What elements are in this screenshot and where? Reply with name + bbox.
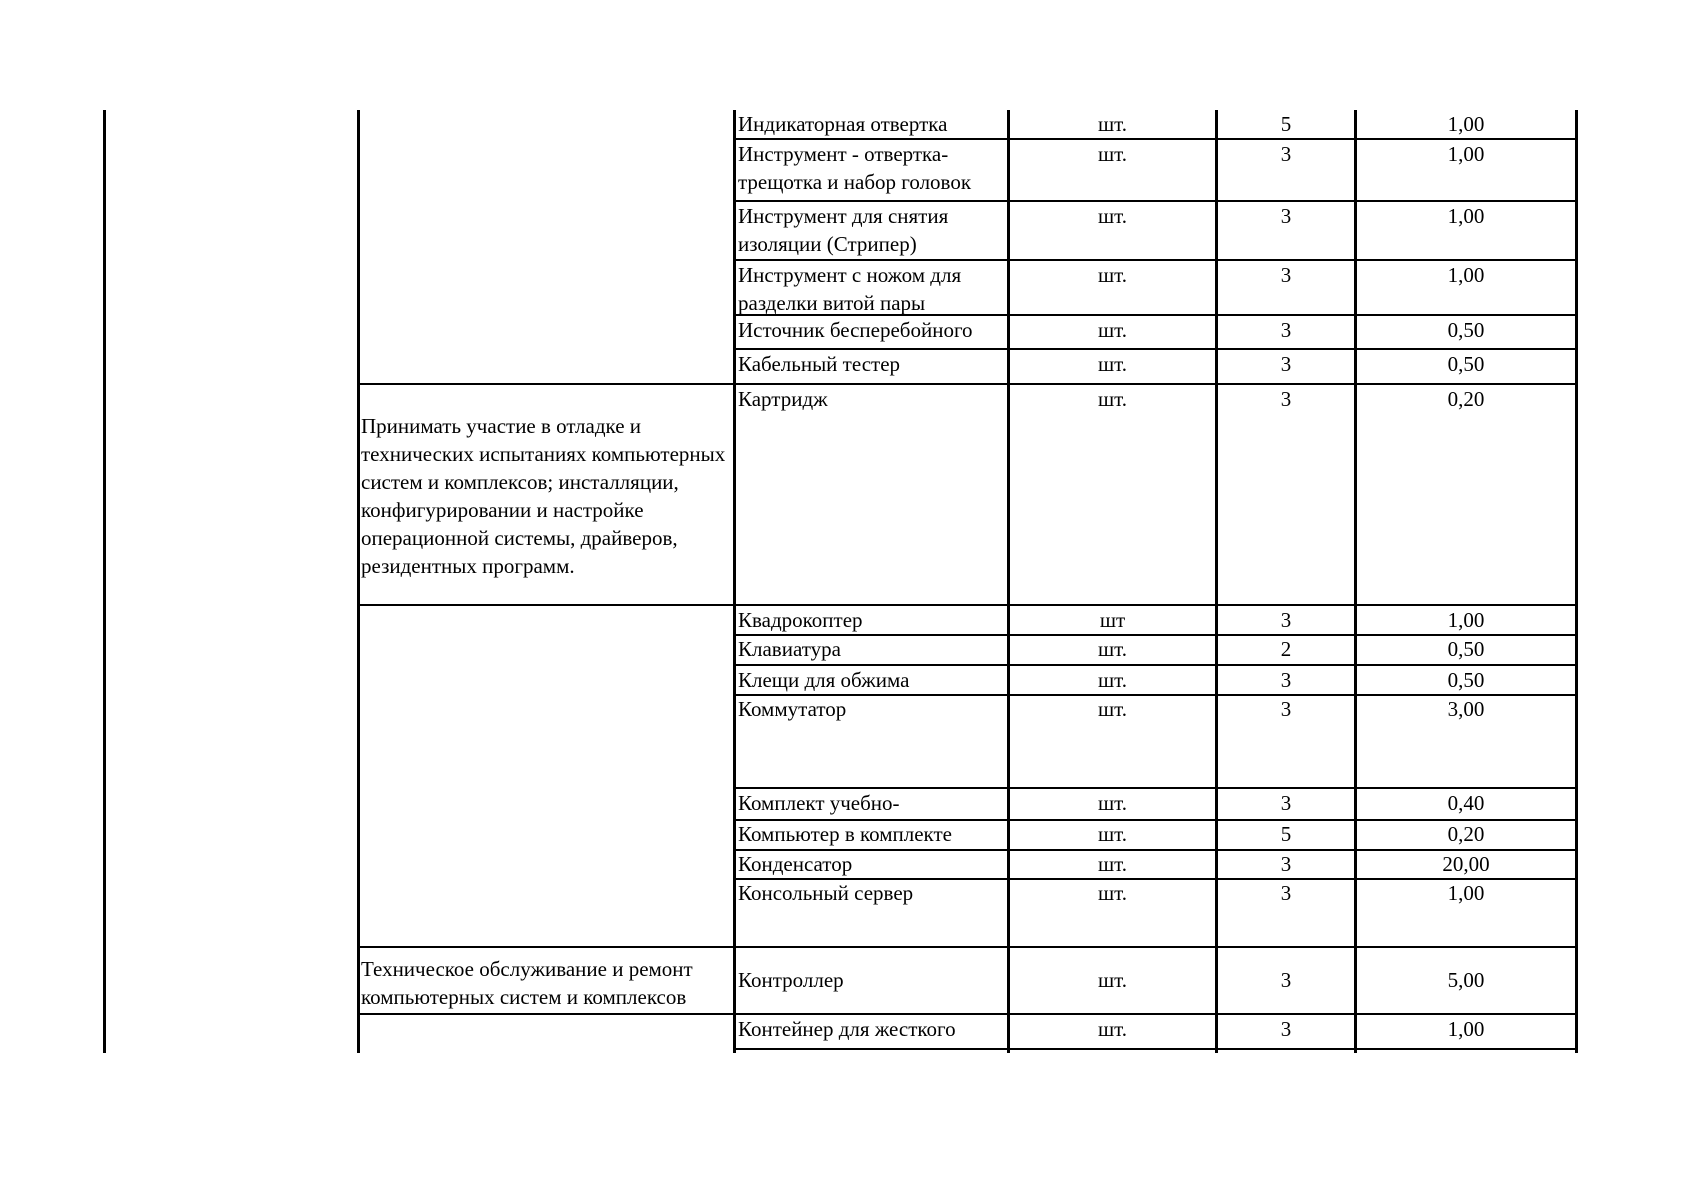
group-description: Техническое обслуживание и ремонт компьютерных систем и комплексов [361,957,693,1009]
item-unit: шт. [1097,318,1128,342]
item-unit: шт. [1097,852,1128,876]
item-qty: 3 [1280,142,1292,166]
table-border-col-group [357,110,360,1053]
row-border [357,946,1578,948]
row-border [733,1048,1578,1050]
item-name: Коммутатор [738,697,847,721]
item-value: 1,00 [1447,608,1485,632]
item-name: Инструмент для снятия изоляции (Стрипер) [738,204,949,256]
item-name: Клещи для обжима [738,668,910,692]
item-value: 3,00 [1447,697,1485,721]
item-unit: шт. [1097,263,1128,287]
item-value: 20,00 [1442,852,1490,876]
item-unit: шт. [1097,352,1128,376]
item-name: Комплект учебно- [738,791,900,815]
item-name: Контейнер для жесткого [738,1017,956,1041]
item-qty: 3 [1280,387,1292,411]
item-name: Клавиатура [738,637,841,661]
item-value: 1,00 [1447,263,1485,287]
item-qty: 3 [1280,668,1292,692]
item-qty: 3 [1280,852,1292,876]
item-unit: шт. [1097,791,1128,815]
table-border-col-value [1354,110,1357,1053]
item-qty: 3 [1280,204,1292,228]
item-qty: 3 [1280,318,1292,342]
item-value: 1,00 [1447,204,1485,228]
item-name: Консольный сервер [738,881,914,905]
item-value: 0,50 [1447,318,1485,342]
item-qty: 5 [1280,112,1292,136]
item-value: 5,00 [1447,968,1485,992]
item-unit: шт. [1097,822,1128,846]
item-unit: шт. [1097,387,1128,411]
item-qty: 3 [1280,1017,1292,1041]
item-unit: шт. [1097,668,1128,692]
item-name: Квадрокоптер [738,608,863,632]
item-unit: шт. [1097,968,1128,992]
item-name: Конденсатор [738,852,853,876]
item-qty: 3 [1280,352,1292,376]
table-border-col-unit [1007,110,1010,1053]
item-qty: 3 [1280,968,1292,992]
item-value: 0,50 [1447,637,1485,661]
item-qty: 3 [1280,791,1292,815]
item-name: Кабельный тестер [738,352,901,376]
item-qty: 3 [1280,608,1292,632]
item-value: 1,00 [1447,112,1485,136]
item-name: Источник бесперебойного [738,318,973,342]
item-value: 1,00 [1447,881,1485,905]
item-qty: 5 [1280,822,1292,846]
table-border-left [103,110,106,1053]
item-unit: шт. [1097,697,1128,721]
item-name: Индикаторная отвертка [738,112,948,136]
item-value: 1,00 [1447,1017,1485,1041]
item-name: Картридж [738,387,828,411]
item-unit: шт. [1097,112,1128,136]
item-value: 0,20 [1447,822,1485,846]
item-qty: 3 [1280,697,1292,721]
item-unit: шт [1099,608,1126,632]
item-name: Инструмент - отвертка-трещотка и набор головок [738,142,972,194]
item-value: 0,20 [1447,387,1485,411]
item-unit: шт. [1097,881,1128,905]
table-border-col-name [733,110,736,1053]
item-name: Контроллер [738,968,844,992]
group-description: Принимать участие в отладке и технических испытаниях компьютерных систем и комплексов; инсталляции, конфигурировании и настройке операционной системы, драйверов, резидентных программ. [361,414,726,578]
item-value: 0,50 [1447,668,1485,692]
item-unit: шт. [1097,142,1128,166]
item-unit: шт. [1097,204,1128,228]
item-name: Компьютер в комплекте [738,822,952,846]
item-unit: шт. [1097,1017,1128,1041]
item-value: 1,00 [1447,142,1485,166]
item-qty: 2 [1280,637,1292,661]
item-value: 0,50 [1447,352,1485,376]
item-qty: 3 [1280,263,1292,287]
item-qty: 3 [1280,881,1292,905]
table-border-col-qty [1215,110,1218,1053]
item-name: Инструмент с ножом для разделки витой пары [738,263,962,315]
item-value: 0,40 [1447,791,1485,815]
item-unit: шт. [1097,637,1128,661]
table-border-right [1575,110,1578,1053]
